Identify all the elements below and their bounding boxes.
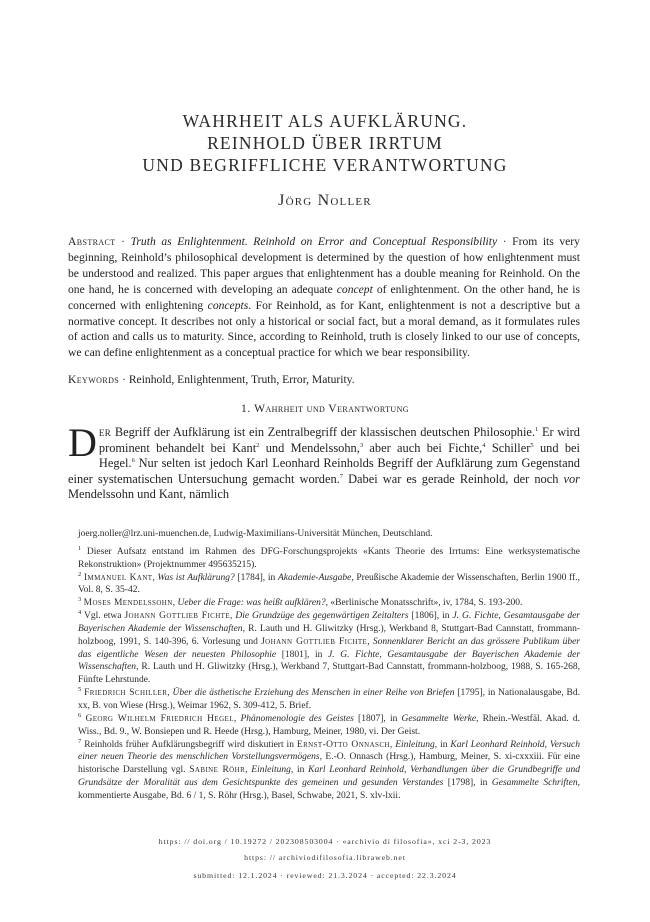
footnote-text: , «Berlinische Monatsschrift», iv, 1784, S. 193-200. — [325, 598, 523, 609]
footnote-author: Johann Gottlieb Fichte — [124, 611, 231, 622]
footnote-author: Immanuel Kant — [83, 572, 153, 583]
footnote-3 — [68, 597, 580, 610]
footnote-text: , Rhein.-Westfäl. Akad. d. Wiss., Bd. 9., W. Bonsiepen und R. Heede (Hrsg.), Hamburg, Meiner, 1980, vi. Der Geist. — [78, 713, 580, 737]
abstract-separator: · — [497, 235, 513, 248]
footnote-ref[interactable]: 6 — [131, 457, 135, 465]
footnote-author: Georg Wilhelm Friedrich Hegel — [85, 713, 234, 724]
keywords-separator: · — [119, 373, 129, 386]
footnote-text: [1784], in — [234, 572, 278, 583]
footnote-1 — [68, 546, 580, 572]
footnote-5 — [68, 687, 580, 713]
abstract-text: . For Reinhold, as for Kant, enlightenment is not a descriptive but a normative concept. It describes not only a historical or social fact, but a moral demand, as it formulates rules of action and calls us to maturity. Since, according to Reinhold, truth is closely linked to our use of concepts, we can define enlightenment as a conceptual practice for which we bear responsibility. — [68, 298, 580, 360]
body-text: Mendelssohn und Kant, nämlich — [68, 487, 230, 502]
abstract-emphasis: concept — [336, 282, 373, 296]
title-line: WAHRHEIT ALS AUFKLÄRUNG. — [182, 111, 468, 131]
footnote-text: , — [233, 713, 241, 724]
footnote-ref[interactable]: 3 — [359, 441, 364, 449]
body-paragraph — [68, 420, 581, 503]
body-text: Nur selten ist jedoch Karl Leonhard Reinholds Begriff der Aufklärung zum Gegenstand einer systematischen Untersuchung gemacht worden. — [68, 456, 580, 486]
footnote-number: 7 — [78, 737, 82, 745]
footnote-author: Sabine Röhr — [189, 765, 246, 776]
abstract-text: of enlightenment. On the other hand, he is concerned with enlightening — [68, 282, 580, 312]
body-emphasis: vor — [563, 471, 581, 486]
footnote-text: [1806], in — [408, 611, 453, 622]
footnote-work-title: Phänomenologie des Geistes — [240, 713, 354, 724]
footnote-work-title: Karl Leonhard Reinhold, Verhandlungen über die Grundbegriffe und Grundsätze der Moralität aus dem Gesichtspunkte des gemeinen und gesunden Verstandes — [78, 765, 581, 789]
keywords-text: Reinhold, Enlightenment, Truth, Error, Maturity. — [128, 373, 355, 386]
footnote-work-title: Die Grundzüge des gegenwärtigen Zeitalters — [235, 611, 409, 622]
footnote-number: 6 — [78, 711, 82, 719]
footnote-text: , — [152, 572, 158, 583]
footnote-text: , R. Lauth und H. Gliwitzky (Hrsg.), Werkband 7, Stuttgart-Bad Cannstatt, frommann-holzboog, 1988, S. 165-268, Fünfte Lehrstunde. — [78, 662, 580, 686]
footnote-work-title: Einleitung — [395, 739, 435, 750]
footnote-work-title: Ueber die Frage: was heißt aufklären? — [177, 598, 326, 609]
footnote-text: Reinholds früher Aufklärungsbegriff wird diskutiert in — [84, 739, 297, 750]
abstract-label: Abstract — [68, 235, 116, 248]
footnote-ref[interactable]: 4 — [482, 441, 486, 449]
body-text: Begriff der Aufklärung ist ein Zentralbegriff der klassischen deutschen Philosophie. — [111, 425, 536, 439]
footnote-text: Dieser Aufsatz entstand im Rahmen des DFG-Forschungsprojekts «Kants Theorie des Irrtums: Eine werksystematische Rekonstruktion» (Projektnummer 495635215). — [78, 546, 581, 570]
footnote-2 — [68, 572, 580, 598]
abstract-emphasis: concepts — [207, 298, 249, 312]
footnote-text: , in — [434, 739, 451, 750]
footnote-text: , R. Lauth und H. Gliwitzky (Hrsg.), Werkband 8, Stuttgart-Bad Cannstatt, frommann-holzboog, 1991, S. 140-396, 6. Vorlesung und — [78, 623, 580, 647]
doi-line[interactable]: https: // doi.org / 10.19272 / 202308503004 · «archivio di filosofia», xci 2-3, 2023 — [158, 837, 492, 846]
footnote-text: [1798], in — [443, 778, 492, 789]
footnote-text: , Preußische Akademie der Wissenschaften, Berlin 1900 ff., Vol. 8, S. 35-42. — [78, 572, 581, 596]
footnote-text: , — [172, 598, 178, 609]
footnote-text: Vgl. etwa — [84, 611, 125, 622]
footnote-7 — [68, 739, 580, 803]
footnote-text: [1801], in — [276, 649, 329, 660]
abstract — [68, 234, 580, 361]
footnote-work-title: Sonnenklarer Bericht an das grössere Publikum über das eigentliche Wesen der neuesten Philosophie — [78, 636, 580, 660]
footnote-text: , — [389, 739, 396, 750]
footnote-ref[interactable]: 7 — [339, 472, 344, 480]
footnote-work-title: J. G. Fichte, Gesamtausgabe der Bayerischen Akademie der Wissenschaften — [78, 611, 581, 634]
footnote-work-title: Karl Leonhard Reinhold, Versuch einer neuen Theorie des menschlichen Vorstellungsvermögens — [78, 739, 580, 763]
footnote-text: , in — [290, 765, 309, 776]
abstract-title: Truth as Enlightenment. Reinhold on Error and Conceptual Responsibility — [130, 235, 498, 248]
footnotes — [68, 528, 580, 803]
section-heading — [0, 402, 650, 415]
body-text: er — [98, 425, 112, 439]
body-text: Dabei war es gerade Reinhold, der noch — [343, 471, 564, 486]
footnote-text: , kommentierte Ausgabe, Bd. 6 / 1, S. Röhr (Hrsg.), Basel, Schwabe, 2021, S. xlv-lxii. — [78, 778, 581, 801]
footnote-work-title: Akademie-Ausgabe — [277, 572, 352, 583]
body-text: und bei Hegel. — [98, 440, 580, 471]
footnote-work-title: Gesammelte Werke — [401, 713, 477, 724]
footnote-author: Johann Gottlieb Fichte — [261, 636, 368, 647]
abstract-text: From its very beginning, Reinhold’s philosophical development is determined by the question of how enlightenment must be understood and realized. This paper argues that enlightenment has a double meaning for Reinhold. On the one hand, he is concerned with developing an adequate — [68, 235, 580, 296]
body-text: und Mendelssohn, — [259, 440, 360, 455]
section-number: 1. — [241, 402, 251, 415]
title-line: UND BEGRIFFLICHE VERANTWORTUNG — [142, 155, 508, 175]
journal-url[interactable]: https: // archiviodifilosofia.libraweb.net — [244, 853, 406, 862]
section-title: Wahrheit und Verantwortung — [254, 402, 409, 415]
title-line: REINHOLD ÜBER IRRTUM — [207, 133, 443, 153]
body-text: Schiller — [485, 440, 531, 455]
footnote-number: 3 — [78, 596, 82, 604]
footnote-number: 4 — [78, 608, 82, 616]
footnote-author: Ernst-Otto Onnasch — [296, 739, 390, 750]
body-text: Er wird prominent behandelt bei Kant — [98, 425, 581, 455]
footnote-4 — [68, 610, 580, 687]
footnote-work-title: Einleitung — [251, 765, 291, 776]
abstract-separator: · — [115, 235, 131, 248]
footnote-text: , — [167, 688, 173, 699]
paper-title — [0, 110, 650, 176]
footnote-author: Friedrich Schiller — [84, 688, 168, 699]
submission-dates: submitted: 12.1.2024 · reviewed: 21.3.2024 · accepted: 22.3.2024 — [193, 871, 457, 880]
footnote-work-title: Gesammelte Schriften — [491, 778, 578, 789]
footnote-text: [1807], in — [353, 713, 402, 724]
footnote-6 — [68, 713, 580, 739]
footnote-ref[interactable]: 1 — [535, 425, 539, 433]
body-text: aber auch bei Fichte, — [363, 440, 483, 455]
footnote-work-title: J. G. Fichte, Gesamtausgabe der Bayerischen Akademie der Wissenschaften — [78, 649, 581, 673]
footnote-text: , — [230, 611, 236, 622]
author-affiliation: joerg.noller@lrz.uni-muenchen.de, Ludwig-Maximilians-Universität München, Deutschland. — [78, 529, 433, 539]
footnote-text: , — [245, 765, 252, 776]
author-name: Jörg Noller — [278, 192, 372, 209]
footnote-author: Moses Mendelssohn — [83, 598, 173, 609]
footnote-number: 1 — [78, 544, 82, 552]
footnote-ref[interactable]: 5 — [530, 441, 534, 449]
footnote-text: , — [367, 636, 373, 647]
footnote-work-title: Was ist Aufklärung? — [157, 572, 235, 583]
drop-cap: D — [68, 420, 97, 465]
keywords-label: Keywords — [68, 373, 120, 386]
footnote-number: 5 — [78, 685, 82, 693]
footnote-text: , E.-O. Onnasch (Hrsg.), Hamburg, Meiner, S. xi-cxxxiii. Für eine historische Darstellung vgl. — [78, 752, 580, 776]
footnote-text: [1795], in Nationalausgabe, Bd. xx, B. von Wiese (Hrsg.), Weimar 1962, S. 309-412, 5. Brief. — [78, 688, 581, 711]
footnote-ref[interactable]: 2 — [256, 441, 260, 449]
keywords — [68, 372, 580, 388]
footnote-number: 2 — [78, 570, 82, 578]
footnote-work-title: Über die ästhetische Erziehung des Menschen in einer Reihe von Briefen — [172, 688, 455, 699]
